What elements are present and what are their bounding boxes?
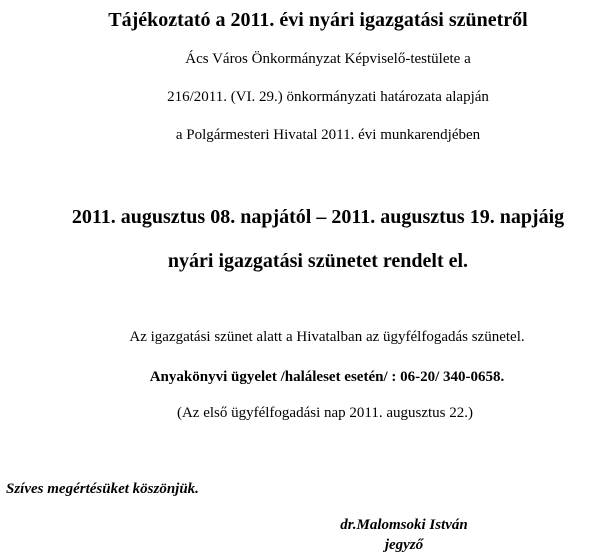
first-reception-day-notice: (Az első ügyfélfogadási nap 2011. augusztus 22.) [176, 405, 474, 421]
document-title: Tájékoztató a 2011. évi nyári igazgatási szünetről [108, 9, 528, 31]
closure-period-statement: nyári igazgatási szünetet rendelt el. [167, 250, 469, 272]
closure-notice: Az igazgatási szünet alatt a Hivatalban az ügyfélfogadás szünetel. [129, 329, 525, 345]
thanks-note: Szíves megértésüket köszönjük. [6, 481, 199, 497]
signature-role: jegyző [384, 537, 424, 553]
on-call-registry-notice: Anyakönyvi ügyelet /haláleset esetén/ : 06-20/ 340-0658. [149, 369, 505, 385]
signature-name: dr.Malomsoki István [340, 517, 468, 533]
closure-period-dates: 2011. augusztus 08. napjától – 2011. augusztus 19. napjáig [71, 206, 565, 228]
intro-line-3: a Polgármesteri Hivatal 2011. évi munkarendjében [175, 127, 481, 143]
intro-line-2: 216/2011. (VI. 29.) önkormányzati határozata alapján [167, 89, 489, 105]
intro-line-1: Ács Város Önkormányzat Képviselő-testülete a [185, 51, 471, 67]
